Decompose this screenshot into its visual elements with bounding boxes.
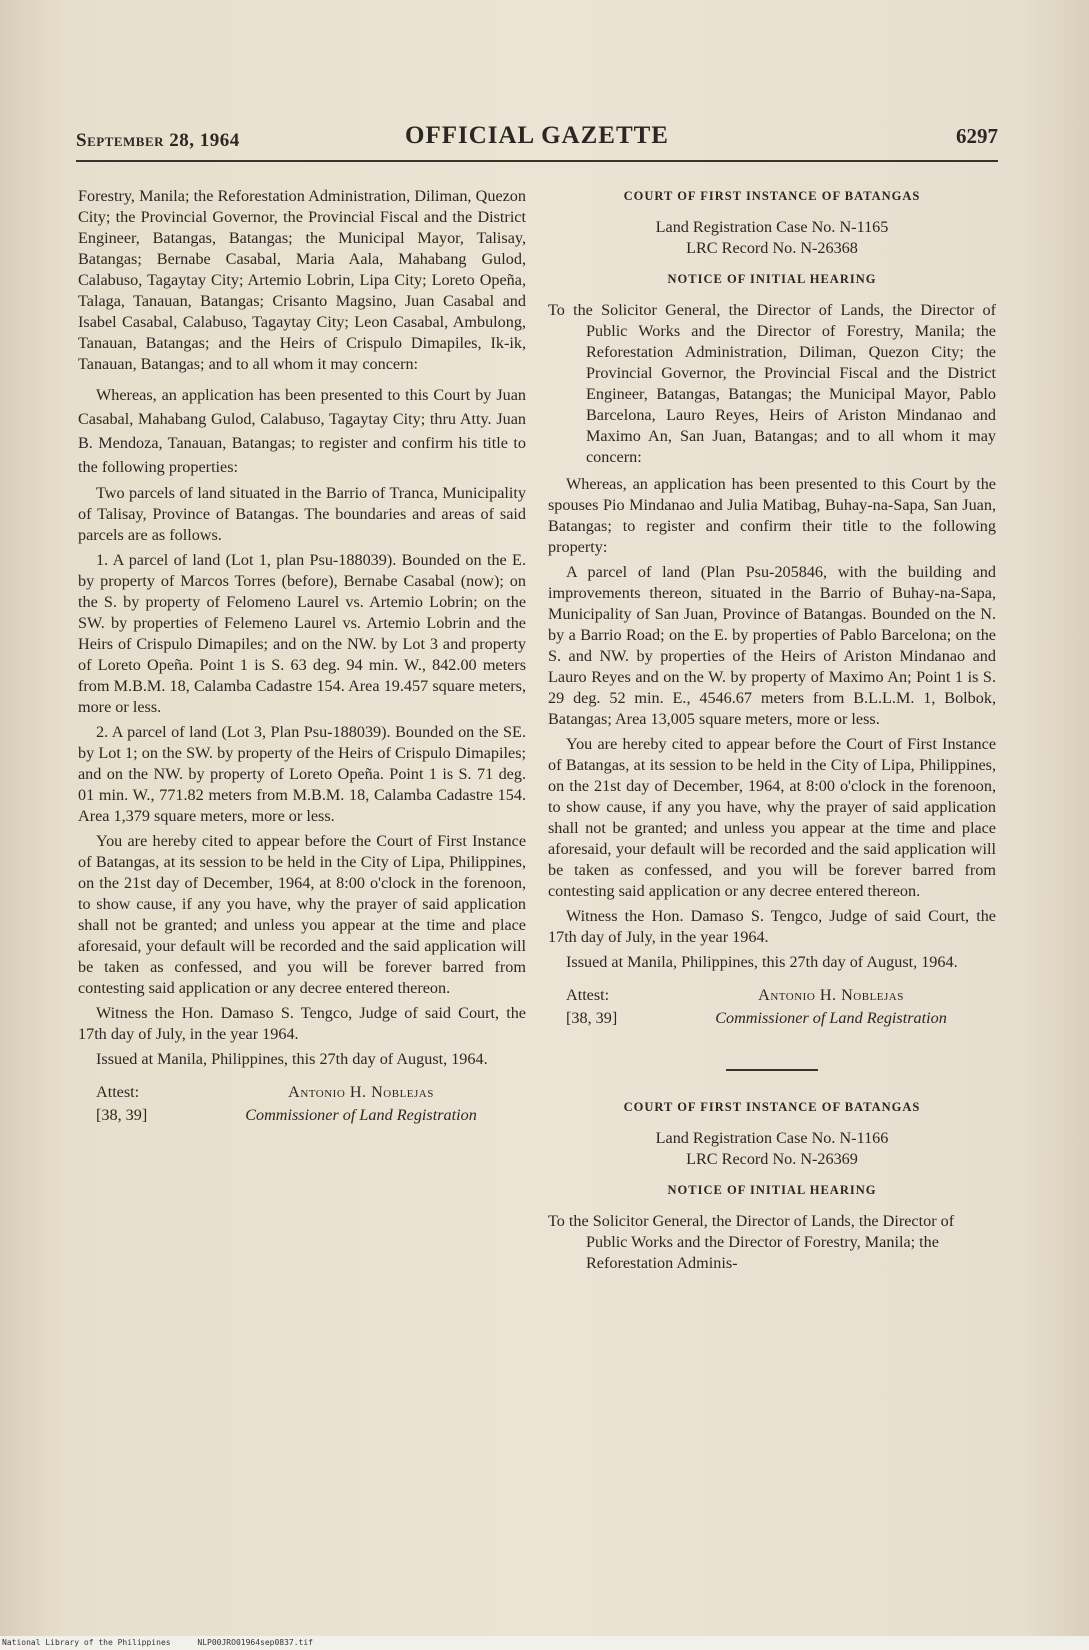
left-application: Whereas, an application has been presented to this Court by Juan Casabal, Mahabang Gulod, Calabuso, Tagaytay City; thru Atty. Juan B. Mendoza, Tanauan, Batangas; to register and confirm his title to the following properties: xyxy=(78,386,526,476)
notice1-witness: Witness the Hon. Damaso S. Tengco, Judge of said Court, the 17th day of July, in the year 1964. xyxy=(548,907,996,946)
header-rule xyxy=(76,160,998,162)
signer-name: Antonio H. Noblejas xyxy=(288,1083,434,1101)
left-issued: Issued at Manila, Philippines, this 27th day of August, 1964. xyxy=(96,1050,488,1068)
header-page-number: 6297 xyxy=(956,124,998,148)
signer-role: Commissioner of Land Registration xyxy=(715,1009,947,1027)
left-witness: Witness the Hon. Damaso S. Tengco, Judge of said Court, the 17th day of July, in the year 1964. xyxy=(78,1004,526,1043)
left-citation: You are hereby cited to appear before the Court of First Instance of Batangas, at its session to be held in the City of Lipa, Philippines, on the 21st day of December, 1964, at 8:00 o'clock in the forenoon, to show cause, if any you have, why the prayer of said application shall not be granted; and unless you appear at the time and place aforesaid, your default will be recorded and the said application will be taken as confessed, and you will be forever barred from contesting said application or any decree entered thereon. xyxy=(78,832,526,997)
notice1-parcel: A parcel of land (Plan Psu-205846, with the building and improvements thereon, situated in the Barrio of Buhay-na-Sapa, Municipality of San Juan, Province of Batangas. Bounded on the N. by a Barrio Road; on the E. by properties of Pablo Barcelona; on the S. and NW. by properties of the Heirs of Ariston Mindanao and Lauro Reyes and on the W. by property of Maximo An; Point 1 is S. 29 deg. 52 min. E., 4546.67 meters from B.L.L.M. 1, Bolbok, Batangas; Area 13,005 square meters, more or less. xyxy=(548,563,996,728)
footer-library: National Library of the Philippines xyxy=(2,1638,171,1647)
issue-numbers: [38, 39] xyxy=(566,1009,618,1027)
notice1-citation: You are hereby cited to appear before the Court of First Instance of Batangas, at its session to be held in the City of Lipa, Philippines, on the 21st day of December, 1964, at 8:00 o'clock in the forenoon, to show cause, if any you have, why the prayer of said application shall not be granted; and unless you appear at the time and place aforesaid, your default will be recorded and the said application will be taken as confessed, and you will be forever barred from contesting said application or any decree entered thereon. xyxy=(548,735,996,900)
left-parcel-2: 2. A parcel of land (Lot 3, Plan Psu-188039). Bounded on the SE. by Lot 1; on the SW. by property of the Heirs of Crispulo Dimapiles; and on the NW. by property of Loreto Opeña. Point 1 is S. 71 deg. 01 min. W., 771.82 meters from M.B.M. 18, Calamba Cadastre 154. Area 1,379 square meters, more or less. xyxy=(78,723,526,825)
scan-footer xyxy=(0,1636,1089,1650)
attest-label: Attest: xyxy=(96,1083,140,1101)
notice1-court: COURT OF FIRST INSTANCE OF BATANGAS xyxy=(623,189,921,203)
notice-separator xyxy=(726,1069,818,1071)
notice1-addressees: To the Solicitor General, the Director of Lands, the Director of Public Works and the Director of Forestry, Manila; the Reforestation Administration, Diliman, Quezon City; the Provincial Governor, the Provincial Fiscal and the District Engineer, Batangas, Batangas; the Municipal Mayor, Pablo Barcelona, Lauro Reyes, Heirs of Ariston Mindanao and Maximo An, San Juan, Batangas; and to all whom it may concern: xyxy=(548,301,996,466)
notice2-addressees: To the Solicitor General, the Director of Lands, the Director of Public Works and the Director of Forestry, Manila; the Reforestation Adminis- xyxy=(548,1212,955,1272)
signer-name: Antonio H. Noblejas xyxy=(758,986,904,1004)
left-addressees: Forestry, Manila; the Reforestation Administration, Diliman, Quezon City; the Provincial Governor, the Provincial Fiscal and the District Engineer, Batangas, Batangas; the Municipal Mayor, Talisay, Batangas; Bernabe Casabal, Maria Aala, Mahabang Gulod, Calabuso, Tagaytay City; Artemio Lobrin, Lipa City; Loreto Opeña, Talaga, Tanauan, Batangas; Crisanto Magsino, Juan Casabal and Isabel Casabal, Calabuso, Tagaytay City; Leon Casabal, Ambulong, Tanauan, Batangas; and the Heirs of Crispulo Dimapiles, Ik-ik, Tanauan, Batangas; and to all whom it may concern: xyxy=(78,187,526,373)
issue-numbers: [38, 39] xyxy=(96,1106,148,1124)
header-date: September 28, 1964 xyxy=(76,130,240,151)
notice1-heading: NOTICE OF INITIAL HEARING xyxy=(667,272,877,286)
notice1-case-number: Land Registration Case No. N-1165 xyxy=(655,218,889,236)
signer-role: Commissioner of Land Registration xyxy=(245,1106,477,1124)
notice1-issued: Issued at Manila, Philippines, this 27th day of August, 1964. xyxy=(566,953,958,971)
notice1-record-number: LRC Record No. N-26368 xyxy=(686,239,858,257)
left-column xyxy=(78,186,526,1126)
header-title: OFFICIAL GAZETTE xyxy=(405,122,669,149)
notice2-heading: NOTICE OF INITIAL HEARING xyxy=(667,1183,877,1197)
attest-label: Attest: xyxy=(566,986,610,1004)
notice2-court: COURT OF FIRST INSTANCE OF BATANGAS xyxy=(623,1100,921,1114)
footer-file: NLP00JRO01964sep0837.tif xyxy=(197,1638,313,1647)
left-parcel-1: 1. A parcel of land (Lot 1, plan Psu-188039). Bounded on the E. by property of Marcos Torres (before), Bernabe Casabal (now); on the S. by property of Felomeno Laurel vs. Artemio Lobrin; on the SW. by properties of Felemeno Laurel vs. Artemio Lobrin and the Heirs of Crispulo Dimapiles; and on the NW. by Lot 3 and property of Loreto Opeña. Point 1 is S. 63 deg. 94 min. W., 842.00 meters from M.B.M. 18, Calamba Cadastre 154. Area 19.457 square meters, more or less. xyxy=(78,551,526,716)
left-signature-block xyxy=(96,1082,526,1126)
notice1-signature-block xyxy=(566,985,996,1029)
page-header xyxy=(76,118,998,162)
notice2-case xyxy=(548,1128,996,1170)
notice2-record-number: LRC Record No. N-26369 xyxy=(686,1150,858,1168)
notice1-application: Whereas, an application has been presented to this Court by the spouses Pio Mindanao and Julia Matibag, Buhay-na-Sapa, San Juan, Batangas; to register and confirm their title to the following property: xyxy=(548,475,996,556)
left-parcels-intro: Two parcels of land situated in the Barrio of Tranca, Municipality of Talisay, Province of Batangas. The boundaries and areas of said parcels are as follows. xyxy=(78,484,526,544)
notice1-case xyxy=(548,217,996,259)
right-column xyxy=(548,186,996,1280)
notice2-case-number: Land Registration Case No. N-1166 xyxy=(655,1129,889,1147)
